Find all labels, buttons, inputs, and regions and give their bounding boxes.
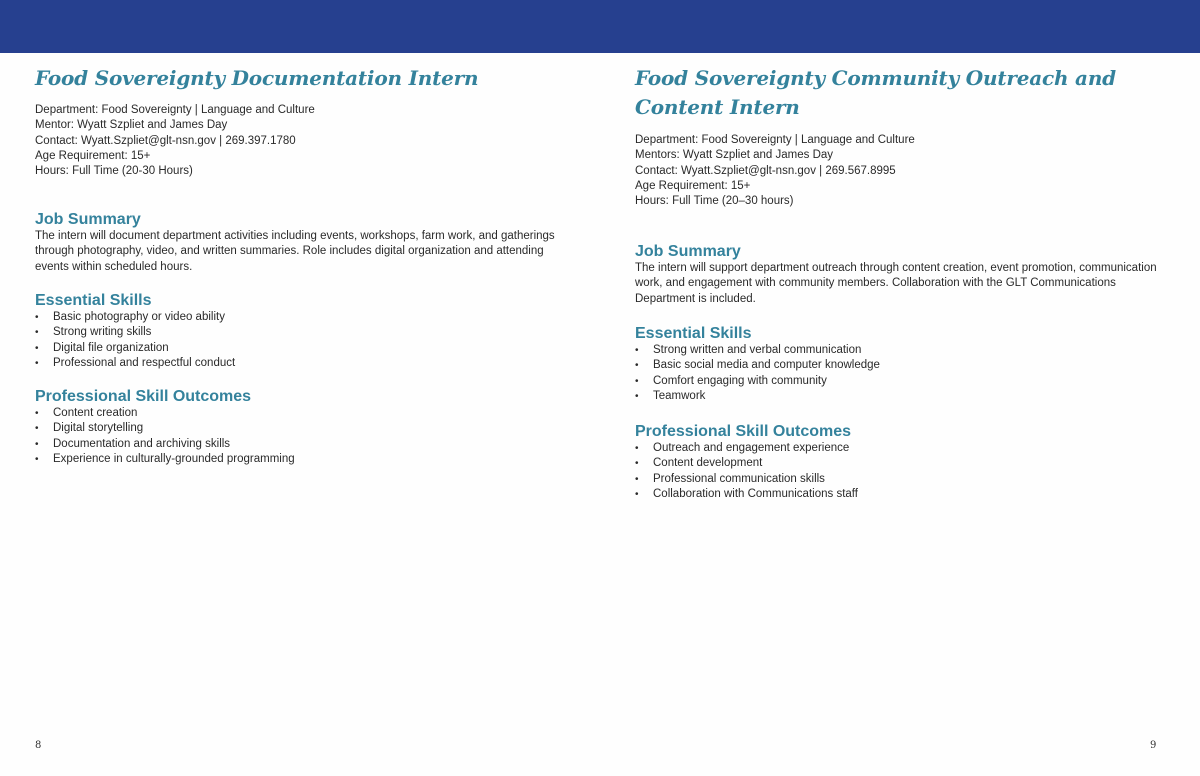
list-item: • Basic photography or video ability <box>35 310 235 325</box>
left-outcomes-heading: Professional Skill Outcomes <box>35 388 252 405</box>
page-number-left: 8 <box>35 740 42 751</box>
left-outcomes-list <box>35 406 295 467</box>
list-item: • Digital file organization <box>35 341 235 356</box>
list-item: • Experience in culturally-grounded programming <box>35 452 295 467</box>
left-skills-heading: Essential Skills <box>35 292 152 309</box>
right-summary-line: work, and engagement with community members. Collaboration with the GLT Communications <box>635 277 1116 290</box>
right-job-title-line: Content Intern <box>635 95 800 119</box>
list-item: • Professional and respectful conduct <box>35 356 235 371</box>
left-job-title: Food Sovereignty Documentation Intern <box>35 66 479 90</box>
left-department: Department: Food Sovereignty | Language and Culture <box>35 104 315 116</box>
left-hours: Hours: Full Time (20-30 Hours) <box>35 165 193 178</box>
right-position-info <box>635 133 915 209</box>
right-age-requirement: Age Requirement: 15+ <box>635 179 751 192</box>
right-skills-list <box>635 343 880 404</box>
list-item: • Professional communication skills <box>635 472 858 487</box>
list-item: • Collaboration with Communications staff <box>635 487 858 502</box>
right-skills-heading: Essential Skills <box>635 325 752 342</box>
list-item: • Strong written and verbal communication <box>635 343 880 358</box>
right-mentor: Mentors: Wyatt Szpliet and James Day <box>635 149 834 162</box>
right-summary-text <box>635 261 1180 307</box>
right-job-title-line: Food Sovereignty Community Outreach and <box>635 66 1116 90</box>
right-outcomes-heading: Professional Skill Outcomes <box>635 423 852 440</box>
right-summary-heading: Job Summary <box>635 243 741 260</box>
list-item: • Documentation and archiving skills <box>35 437 295 452</box>
right-summary-line: Department is included. <box>635 292 756 305</box>
right-summary-line: The intern will support department outreach through content creation, event promotion, communication <box>635 262 1157 274</box>
left-summary-line: through photography, video, and written summaries. Role includes digital organization and attending <box>35 245 544 258</box>
left-summary-line: The intern will document department activities including events, workshops, farm work, and gatherings <box>35 230 555 242</box>
right-outcomes-list <box>635 441 858 502</box>
left-position-info <box>35 103 315 179</box>
list-item: • Outreach and engagement experience <box>635 441 858 456</box>
page-number-right: 9 <box>1150 740 1157 751</box>
list-item: • Basic social media and computer knowledge <box>635 358 880 373</box>
left-contact: Contact: Wyatt.Szpliet@glt-nsn.gov | 269.397.1780 <box>35 134 296 147</box>
left-age-requirement: Age Requirement: 15+ <box>35 149 151 162</box>
left-skills-list <box>35 310 235 371</box>
right-contact: Contact: Wyatt.Szpliet@glt-nsn.gov | 269.567.8995 <box>635 164 896 177</box>
list-item: • Content development <box>635 456 858 471</box>
list-item: • Digital storytelling <box>35 421 295 436</box>
header-band <box>0 0 1200 53</box>
left-summary-heading: Job Summary <box>35 211 141 228</box>
right-job-title <box>635 64 1116 122</box>
right-department: Department: Food Sovereignty | Language and Culture <box>635 134 915 146</box>
list-item: • Content creation <box>35 406 295 421</box>
list-item: • Strong writing skills <box>35 325 235 340</box>
list-item: • Teamwork <box>635 389 880 404</box>
left-summary-line: events within scheduled hours. <box>35 260 193 273</box>
left-summary-text <box>35 229 580 275</box>
left-mentor: Mentor: Wyatt Szpliet and James Day <box>35 119 228 132</box>
list-item: • Comfort engaging with community <box>635 374 880 389</box>
right-hours: Hours: Full Time (20–30 hours) <box>635 195 794 208</box>
